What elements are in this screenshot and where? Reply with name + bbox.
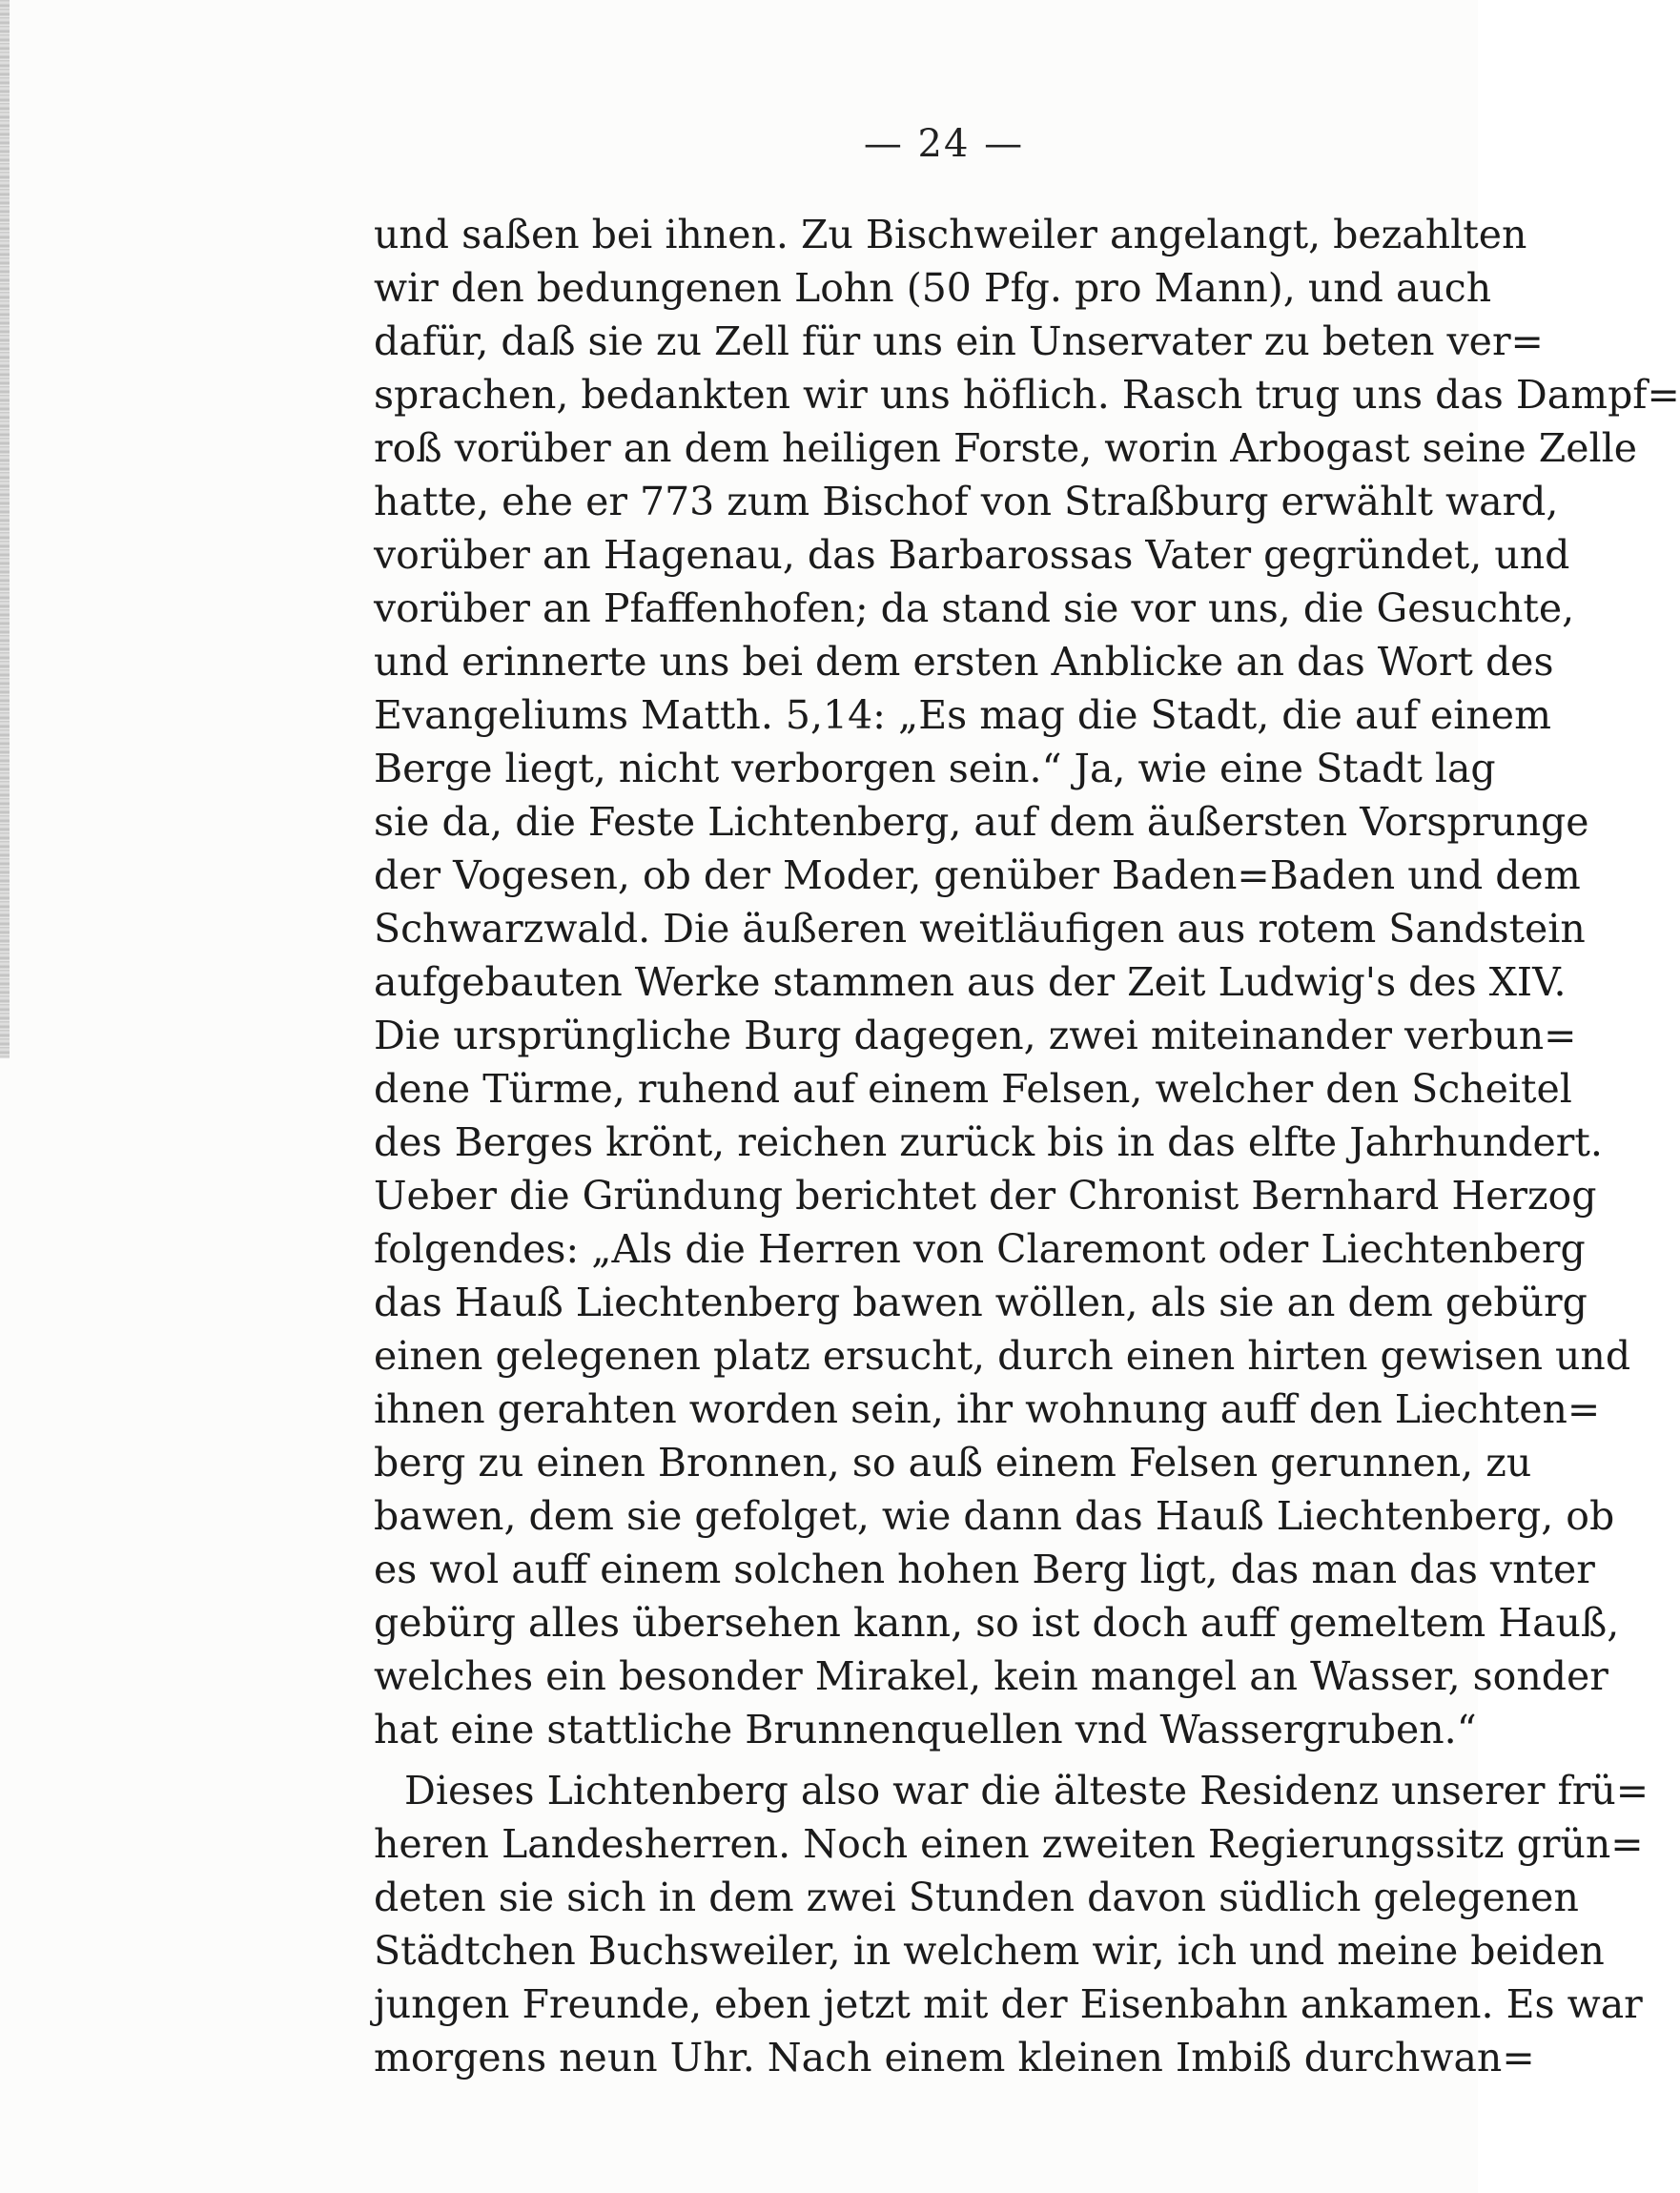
scan-edge-shadow xyxy=(0,0,10,1058)
text-line: wir den bedungenen Lohn (50 Pfg. pro Mann), und auch xyxy=(374,265,1492,311)
text-line: deten sie sich in dem zwei Stunden davon südlich gelegenen xyxy=(374,1875,1579,1920)
paragraph-1 xyxy=(374,208,1680,1756)
text-line: einen gelegenen platz ersucht, durch einen hirten gewisen und xyxy=(374,1333,1631,1379)
text-line: bawen, dem sie gefolget, wie dann das Hauß Liechtenberg, ob xyxy=(374,1493,1615,1539)
text-line: hat eine stattliche Brunnenquellen vnd Wassergruben.“ xyxy=(374,1707,1477,1752)
text-line: welches ein besonder Mirakel, kein mangel an Wasser, sonder xyxy=(374,1653,1608,1699)
text-line: Dieses Lichtenberg also war die älteste Residenz unserer frü= xyxy=(404,1768,1649,1814)
text-line: hatte, ehe er 773 zum Bischof von Straßburg erwählt ward, xyxy=(374,479,1559,524)
text-line: Berge liegt, nicht verborgen sein.“ Ja, wie eine Stadt lag xyxy=(374,746,1496,791)
text-line: morgens neun Uhr. Nach einem kleinen Imbiß durchwan= xyxy=(374,2035,1535,2080)
page-number: — 24 — xyxy=(863,122,1025,166)
text-line: und saßen bei ihnen. Zu Bischweiler angelangt, bezahlten xyxy=(374,212,1527,257)
text-line: jungen Freunde, eben jetzt mit der Eisenbahn ankamen. Es war xyxy=(374,1981,1643,2027)
text-line: dene Türme, ruhend auf einem Felsen, welcher den Scheitel xyxy=(374,1066,1572,1112)
paragraph-2 xyxy=(374,1764,1649,2084)
text-line: vorüber an Hagenau, das Barbarossas Vater gegründet, und xyxy=(374,532,1570,578)
paragraph-gap xyxy=(374,1756,1413,1764)
text-line: es wol auff einem solchen hohen Berg ligt, das man das vnter xyxy=(374,1547,1595,1592)
text-line: heren Landesherren. Noch einen zweiten Regierungssitz grün= xyxy=(374,1821,1644,1867)
text-line: dafür, daß sie zu Zell für uns ein Unservater zu beten ver= xyxy=(374,318,1544,364)
text-line: und erinnerte uns bei dem ersten Anblicke an das Wort des xyxy=(374,639,1554,685)
text-line: das Hauß Liechtenberg bawen wöllen, als sie an dem gebürg xyxy=(374,1280,1588,1325)
text-line: gebürg alles übersehen kann, so ist doch auff gemeltem Hauß, xyxy=(374,1600,1620,1646)
text-line: Die ursprüngliche Burg dagegen, zwei miteinander verbun= xyxy=(374,1013,1577,1058)
text-line: des Berges krönt, reichen zurück bis in das elfte Jahrhundert. xyxy=(374,1119,1603,1165)
text-line: Ueber die Gründung berichtet der Chronist Bernhard Herzog xyxy=(374,1173,1597,1219)
text-line: folgendes: „Als die Herren von Claremont oder Liechtenberg xyxy=(374,1226,1586,1272)
text-line: sie da, die Feste Lichtenberg, auf dem äußersten Vorsprunge xyxy=(374,799,1589,845)
text-line: ihnen gerahten worden sein, ihr wohnung auff den Liechten= xyxy=(374,1386,1601,1432)
text-line: Evangeliums Matth. 5,14: „Es mag die Stadt, die auf einem xyxy=(374,692,1551,738)
text-line: Schwarzwald. Die äußeren weitläufigen aus rotem Sandstein xyxy=(374,906,1586,952)
text-line: Städtchen Buchsweiler, in welchem wir, ich und meine beiden xyxy=(374,1928,1605,1974)
body-text xyxy=(374,208,1680,2084)
text-line: berg zu einen Bronnen, so auß einem Felsen gerunnen, zu xyxy=(374,1440,1532,1486)
text-line: aufgebauten Werke stammen aus der Zeit Ludwig's des XIV. xyxy=(374,959,1567,1005)
text-line: der Vogesen, ob der Moder, genüber Baden=Baden und dem xyxy=(374,852,1581,898)
text-line: roß vorüber an dem heiligen Forste, worin Arbogast seine Zelle xyxy=(374,425,1637,471)
text-line: vorüber an Pfaffenhofen; da stand sie vor uns, die Gesuchte, xyxy=(374,585,1575,631)
text-line: sprachen, bedankten wir uns höflich. Rasch trug uns das Dampf= xyxy=(374,372,1680,418)
